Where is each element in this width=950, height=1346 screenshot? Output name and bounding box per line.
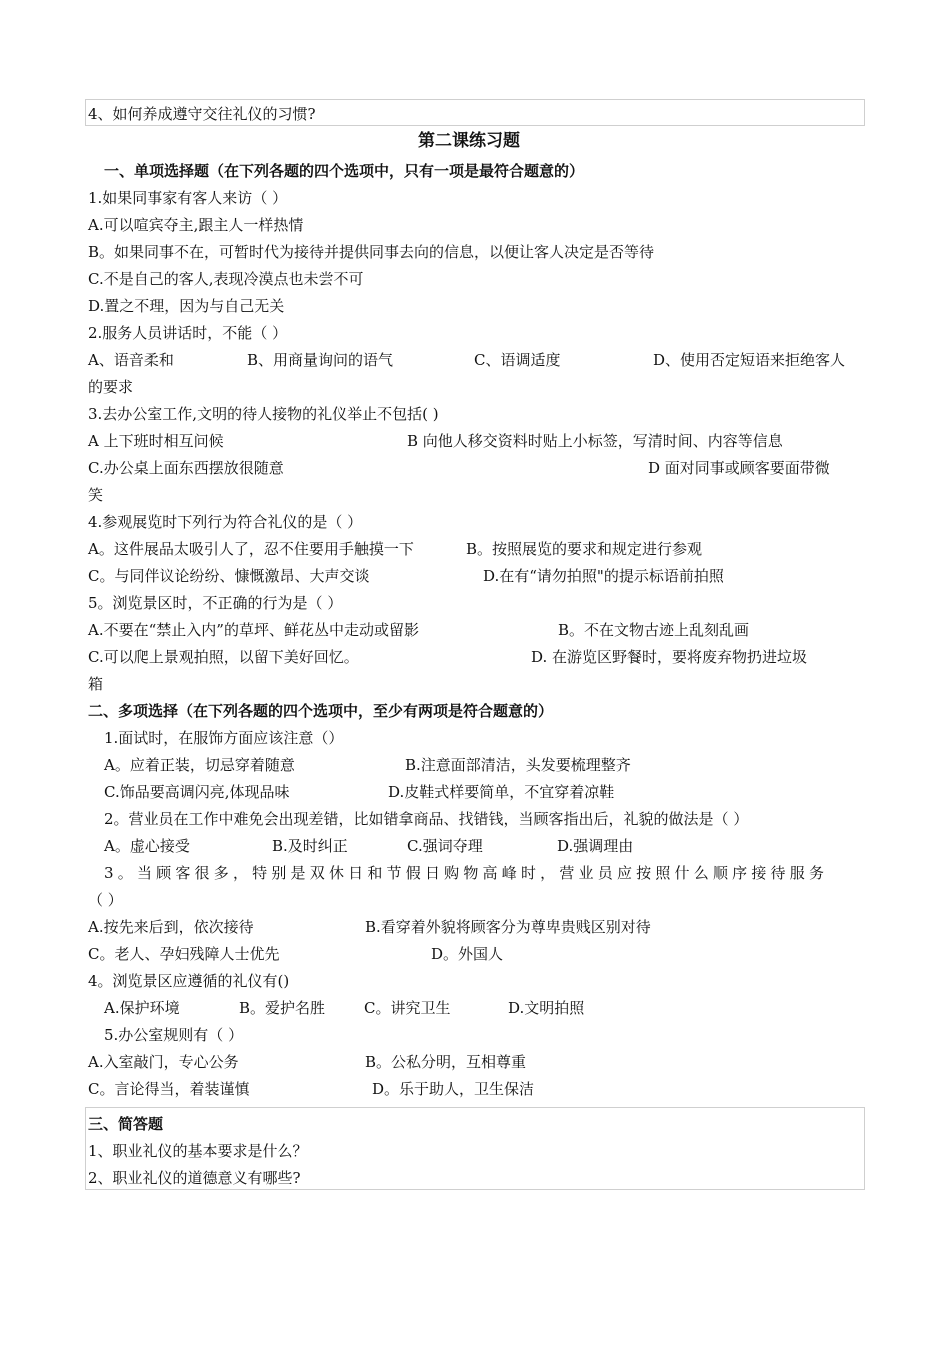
s1-q3-option-a: A 上下班时相互问候 [88,432,224,450]
s1-q4-option-a: A。这件展品太吸引人了，忍不住要用手触摸一下 [88,540,414,558]
s1-q3-option-d-cont: 笑 [88,486,104,504]
s1-q5-option-a: A.不要在“禁止入内”的草坪、鲜花丛中走动或留影 [88,621,419,639]
s2-q5-option-c: C。言论得当，着装谨慎 [88,1080,250,1098]
s1-q1-option-b: B。如果同事不在，可暂时代为接待并提供同事去向的信息，以便让客人决定是否等待 [88,243,655,261]
s1-q1-option-c: C.不是自己的客人,表现冷漠点也未尝不可 [88,270,364,288]
short-question-4: 4、如何养成遵守交往礼仪的习惯? [88,105,316,123]
s2-q3-option-d: D。外国人 [431,945,504,963]
s2-q4-option-a: A.保护环境 [104,999,180,1017]
s1-q3-option-d: D 面对同事或顾客要面带微 [648,459,830,477]
s1-q3-stem: 3.去办公室工作,文明的待人接物的礼仪举止不包括( ) [88,405,439,423]
s2-q5-stem: 5.办公室规则有（ ） [104,1026,244,1044]
s1-q5-option-d: D. 在游览区野餐时，要将废弃物扔进垃圾 [531,648,808,666]
s2-q2-option-d: D.强调理由 [557,837,634,855]
s1-q3-option-c: C.办公桌上面东西摆放很随意 [88,459,284,477]
s1-q5-option-b: B。不在文物古迹上乱刻乱画 [558,621,750,639]
section3-heading: 三、简答题 [88,1115,164,1133]
s1-q1-option-d: D.置之不理，因为与自己无关 [88,297,285,315]
section2-heading: 二、多项选择（在下列各题的四个选项中，至少有两项是符合题意的） [88,702,554,720]
s1-q2-stem: 2.服务人员讲话时，不能（ ） [88,324,288,342]
s2-q3-stem-cont: （ ） [88,891,123,909]
s2-q2-stem: 2。营业员在工作中难免会出现差错，比如错拿商品、找错钱，当顾客指出后，礼貌的做法是（ ） [104,810,749,828]
s2-q1-option-a: A。应着正装，切忌穿着随意 [104,756,295,774]
s1-q2-option-c: C、语调适度 [474,351,561,369]
s1-q4-stem: 4.参观展览时下列行为符合礼仪的是（ ） [88,513,363,531]
s1-q2-option-a: A、语音柔和 [88,351,174,369]
s2-q5-option-a: A.入室敲门，专心公务 [88,1053,239,1071]
s2-q3-stem: 3。当顾客很多，特别是双休日和节假日购物高峰时，营业员应按照什么顺序接待服务 [104,864,829,882]
s2-q2-option-b: B.及时纠正 [272,837,348,855]
s2-q4-stem: 4。浏览景区应遵循的礼仪有() [88,972,290,990]
s2-q3-option-a: A.按先来后到，依次接待 [88,918,254,936]
s1-q2-option-d: D、使用否定短语来拒绝客人 [653,351,846,369]
s1-q2-option-b: B、用商量询问的语气 [247,351,394,369]
s2-q1-option-c: C.饰品要高调闪亮,体现品味 [104,783,290,801]
s1-q4-option-b: B。按照展览的要求和规定进行参观 [466,540,703,558]
s2-q3-option-c: C。老人、孕妇残障人士优先 [88,945,280,963]
s1-q2-option-d-cont: 的要求 [88,378,134,396]
s2-q5-option-d: D。乐于助人，卫生保洁 [372,1080,535,1098]
s2-q4-option-d: D.文明拍照 [508,999,585,1017]
s1-q5-stem: 5。浏览景区时，不正确的行为是（ ） [88,594,343,612]
s2-q4-option-c: C。讲究卫生 [364,999,451,1017]
s1-q4-option-d: D.在有“请勿拍照"的提示标语前拍照 [483,567,724,585]
s3-question-1: 1、职业礼仪的基本要求是什么？ [88,1142,308,1160]
s2-q1-option-d: D.皮鞋式样要简单，不宜穿着凉鞋 [388,783,615,801]
s2-q5-option-b: B。公私分明，互相尊重 [365,1053,527,1071]
s1-q1-option-a: A.可以喧宾夺主,跟主人一样热情 [88,216,304,234]
s2-q4-option-b: B。爱护名胜 [239,999,326,1017]
s1-q1-stem: 1.如果同事家有客人来访（ ） [88,189,288,207]
s3-question-2: 2、职业礼仪的道德意义有哪些? [88,1169,301,1187]
s1-q4-option-c: C。与同伴议论纷纷、慷慨激昂、大声交谈 [88,567,370,585]
s2-q2-option-c: C.强词夺理 [407,837,483,855]
page-title: 第二课练习题 [418,131,520,151]
s2-q3-option-b: B.看穿着外貌将顾客分为尊卑贵贱区别对待 [365,918,651,936]
s2-q2-option-a: A。虚心接受 [104,837,190,855]
s1-q5-option-c: C.可以爬上景观拍照，以留下美好回忆。 [88,648,359,666]
s2-q1-option-b: B.注意面部清洁，头发要梳理整齐 [405,756,631,774]
section1-heading: 一、单项选择题（在下列各题的四个选项中，只有一项是最符合题意的） [104,162,585,180]
s1-q3-option-b: B 向他人移交资料时贴上小标签，写清时间、内容等信息 [407,432,783,450]
s1-q5-option-d-cont: 箱 [88,675,104,693]
s2-q1-stem: 1.面试时，在服饰方面应该注意（） [104,729,344,747]
